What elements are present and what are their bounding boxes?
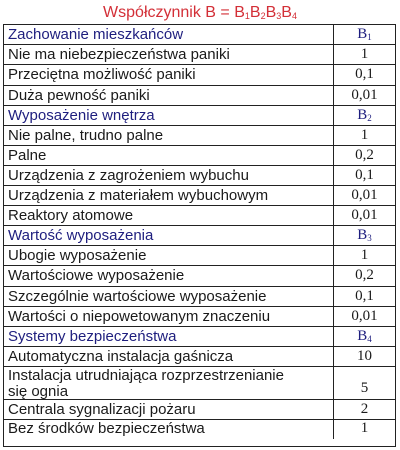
table-row: Automatyczna instalacja gaśnicza 10 bbox=[4, 347, 395, 367]
table-row: Urządzenia z materiałem wybuchowym 0,01 bbox=[4, 186, 395, 206]
section-title: Wyposażenie wnętrza bbox=[8, 107, 155, 124]
section-code: $B_1$ bbox=[357, 26, 372, 42]
section-code: $B_4$ bbox=[357, 328, 372, 344]
table-row: Szczególnie wartościowe wyposażenie 0,1 bbox=[4, 287, 395, 307]
section-header-safety bbox=[4, 327, 395, 347]
table-title: Współczynnik $B = B_1B_2B_3B_4$ bbox=[103, 4, 297, 21]
table-row: Urządzenia z zagrożeniem wybuchu 0,1 bbox=[4, 166, 395, 186]
coefficient-table bbox=[3, 24, 396, 447]
section-header-furnishing bbox=[4, 106, 395, 126]
section-header-occupants bbox=[4, 25, 395, 45]
table-row: Nie palne, trudno palne 1 bbox=[4, 126, 395, 146]
table-row: Duża pewność paniki 0,01 bbox=[4, 86, 395, 106]
section-title: Zachowanie mieszkańców bbox=[8, 26, 184, 43]
table-row: Palne 0,2 bbox=[4, 146, 395, 166]
section-code: $B_3$ bbox=[357, 227, 372, 243]
table-row: Bez środków bezpieczeństwa 1 bbox=[4, 420, 395, 439]
table-row: Wartości o niepowetowanym znaczeniu 0,01 bbox=[4, 307, 395, 327]
section-title: Wartość wyposażenia bbox=[8, 227, 154, 244]
section-code: $B_2$ bbox=[357, 107, 372, 123]
section-title: Systemy bezpieczeństwa bbox=[8, 328, 177, 345]
table-row: Ubogie wyposażenie 1 bbox=[4, 246, 395, 266]
table-row: Przeciętna możliwość paniki 0,1 bbox=[4, 65, 395, 86]
table-row: Wartościowe wyposażenie 0,2 bbox=[4, 266, 395, 287]
table-row: Centrala sygnalizacji pożaru 2 bbox=[4, 400, 395, 420]
table-row: Nie ma niebezpieczeństwa paniki 1 bbox=[4, 45, 395, 65]
section-header-value bbox=[4, 226, 395, 246]
table-row: Instalacja utrudniająca rozprzestrzenianie się ognia 5 bbox=[4, 367, 395, 400]
table-row: Reaktory atomowe 0,01 bbox=[4, 206, 395, 226]
